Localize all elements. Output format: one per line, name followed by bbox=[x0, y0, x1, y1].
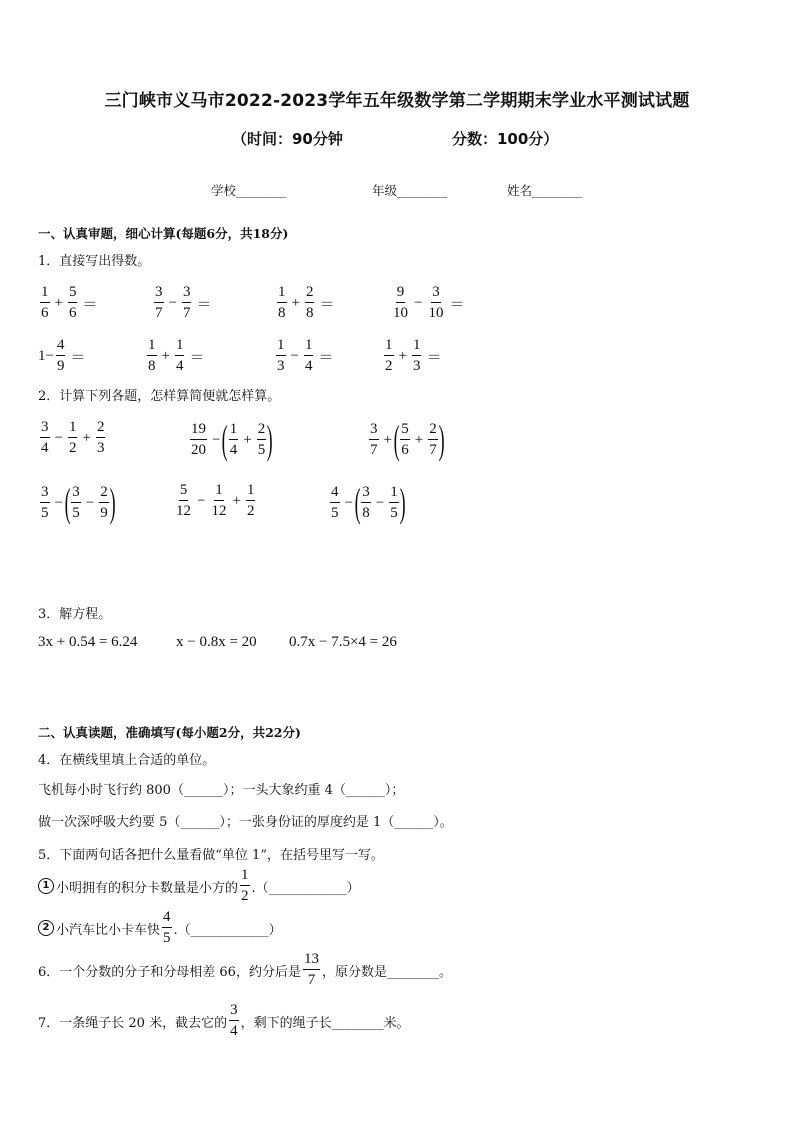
q5-item-2: 2 小汽车比小卡车快 $\frac{4}{5}$ .（____________） bbox=[38, 910, 282, 946]
q4-line-2: 做一次深呼吸大约要 5（______）；一张身份证的厚度约是 1（______）。 bbox=[38, 815, 453, 830]
circled-number: 1 bbox=[38, 878, 54, 894]
school-field: 学校________ bbox=[211, 183, 287, 198]
section2-heading: 二、认真读题，准确填写(每小题2分，共22分) bbox=[38, 725, 301, 740]
grade-field: 年级________ bbox=[372, 183, 448, 198]
q3-equation-3: 0.7x − 7.5×4 = 26 bbox=[289, 634, 397, 650]
q1-expr-2: $\frac{3}{7}$ − $\frac{3}{7}$ ＝ bbox=[155, 284, 212, 321]
q2-label: 2．计算下列各题，怎样算简便就怎样算。 bbox=[38, 389, 281, 404]
q2-expr-3: $\frac{3}{7}$ + ( $\frac{5}{6}$ + $\frac{2}{7}$ ) bbox=[370, 417, 445, 462]
q2-expr-2: $\frac{19}{20}$ − ( $\frac{1}{4}$ + $\frac{2}{5}$ ) bbox=[191, 417, 273, 462]
q6: 6．一个分数的分子和分母相差 66，约分后是 $\frac{13}{7}$ ，原分数是________。 bbox=[38, 951, 452, 988]
q1-expr-1: $\frac{1}{6}$ + $\frac{5}{6}$ ＝ bbox=[41, 284, 98, 321]
q2-expr-4: $\frac{3}{5}$ − ( $\frac{3}{5}$ − $\frac{2}{9}$ ) bbox=[41, 480, 116, 525]
exam-score: 分数：100分） bbox=[452, 130, 559, 148]
q1-expr-8: $\frac{1}{2}$ + $\frac{1}{3}$ ＝ bbox=[385, 337, 442, 374]
q4-line-1: 飞机每小时飞行约 800（______）；一头大象约重 4（______）； bbox=[38, 783, 405, 798]
q3-equation-1: 3x + 0.54 = 6.24 bbox=[38, 634, 138, 650]
q3-label: 3．解方程。 bbox=[38, 607, 112, 622]
q2-expr-1: $\frac{3}{4}$ − $\frac{1}{2}$ + $\frac{2}{3}$ bbox=[41, 419, 105, 456]
q5-label: 5．下面两句话各把什么量看做“单位 1”，在括号里写一写。 bbox=[38, 848, 384, 863]
q1-label: 1．直接写出得数。 bbox=[38, 254, 151, 269]
q3-equation-2: x − 0.8x = 20 bbox=[176, 634, 257, 650]
name-field: 姓名________ bbox=[507, 183, 583, 198]
q1-expr-6: $\frac{1}{8}$ + $\frac{1}{4}$ ＝ bbox=[148, 337, 205, 374]
circled-number: 2 bbox=[38, 920, 54, 936]
q1-expr-7: $\frac{1}{3}$ − $\frac{1}{4}$ ＝ bbox=[277, 337, 334, 374]
page-title: 三门峡市义马市2022-2023学年五年级数学第二学期期末学业水平测试试题 bbox=[104, 91, 690, 111]
q7: 7．一条绳子长 20 米，截去它的 $\frac{3}{4}$ ，剩下的绳子长________米。 bbox=[38, 1002, 410, 1039]
q1-expr-5: 1− $\frac{4}{9}$ ＝ bbox=[38, 337, 86, 374]
q2-expr-6: $\frac{4}{5}$ − ( $\frac{3}{8}$ − $\frac{1}{5}$ ) bbox=[331, 480, 406, 525]
q4-label: 4．在横线里填上合适的单位。 bbox=[38, 753, 216, 768]
q1-expr-4: $\frac{9}{10}$ − $\frac{3}{10}$ ＝ bbox=[393, 284, 465, 321]
q1-expr-3: $\frac{1}{8}$ + $\frac{2}{8}$ ＝ bbox=[278, 284, 335, 321]
section1-heading: 一、认真审题，细心计算(每题6分，共18分) bbox=[38, 226, 289, 241]
exam-time: （时间：90分钟 bbox=[232, 130, 343, 148]
q5-item-1: 1 小明拥有的积分卡数量是小方的 $\frac{1}{2}$ .（____________） bbox=[38, 868, 360, 904]
q2-expr-5: $\frac{5}{12}$ − $\frac{1}{12}$ + $\frac{1}{2}$ bbox=[176, 482, 255, 519]
